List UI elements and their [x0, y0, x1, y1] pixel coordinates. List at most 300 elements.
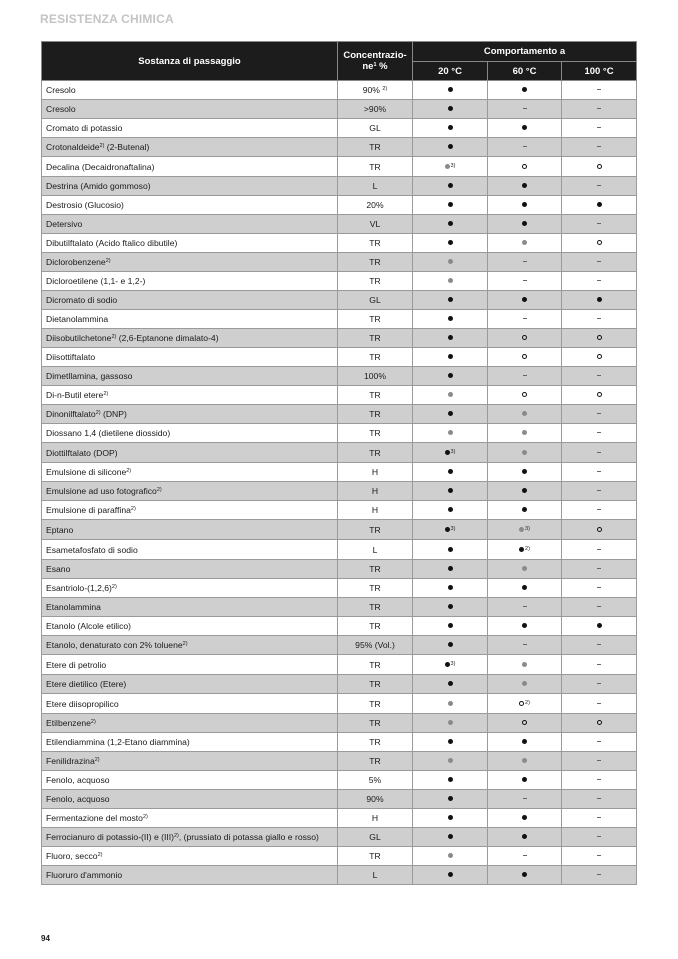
grey-dot-icon [448, 701, 453, 706]
substance-footnote: 2) [156, 487, 162, 493]
concentration-cell [338, 100, 413, 119]
rating-cell-temp-60 [488, 771, 562, 790]
filled-dot-icon [448, 681, 453, 686]
filled-dot-icon [448, 373, 453, 378]
open-circle-icon [597, 335, 602, 340]
substance-cell [42, 177, 338, 196]
rating-cell-temp-20 [413, 463, 488, 482]
rating-cell-temp-60 [488, 560, 562, 579]
filled-dot-icon [448, 144, 453, 149]
rating-cell-temp-100 [562, 253, 637, 272]
substance-name: Diisottiftalato [46, 352, 96, 362]
table-row [42, 866, 637, 885]
rating-footnote: 2) [525, 700, 530, 706]
open-circle-icon [597, 354, 602, 359]
concentration-cell [338, 714, 413, 733]
concentration-value: H [371, 486, 379, 496]
not-applicable-dash-icon [597, 432, 601, 433]
table-row [42, 579, 637, 598]
rating-cell-temp-60 [488, 790, 562, 809]
table-row [42, 310, 637, 329]
filled-dot-icon [522, 507, 527, 512]
grey-dot-icon [448, 720, 453, 725]
substance-cell [42, 253, 338, 272]
filled-dot-icon [522, 739, 527, 744]
rating-cell-temp-20 [413, 253, 488, 272]
concentration-cell [338, 675, 413, 694]
rating-cell-temp-100 [562, 138, 637, 157]
substance-cell [42, 348, 338, 367]
rating-cell-temp-20 [413, 215, 488, 234]
rating-cell-temp-60 [488, 386, 562, 405]
concentration-cell [338, 310, 413, 329]
concentration-cell [338, 234, 413, 253]
rating-cell-temp-20 [413, 329, 488, 348]
concentration-cell [338, 617, 413, 636]
substance-footnote: 2) [142, 814, 148, 820]
rating-cell-temp-60 [488, 520, 562, 540]
rating-cell-temp-60 [488, 272, 562, 291]
substance-cell [42, 310, 338, 329]
grey-dot-icon [522, 566, 527, 571]
concentration-value: TR [369, 602, 381, 612]
rating-cell-temp-20 [413, 234, 488, 253]
not-applicable-dash-icon [523, 375, 527, 376]
rating-cell-temp-20 [413, 540, 488, 560]
not-applicable-dash-icon [523, 606, 527, 607]
table-row [42, 424, 637, 443]
rating-cell-temp-20 [413, 771, 488, 790]
rating-cell-temp-100 [562, 157, 637, 177]
rating-cell-temp-100 [562, 714, 637, 733]
filled-dot-icon [522, 815, 527, 820]
table-row [42, 520, 637, 540]
concentration-value: 20% [366, 200, 384, 210]
not-applicable-dash-icon [597, 549, 601, 550]
substance-name: Cromato di potassio [46, 123, 123, 133]
grey-dot-icon [448, 430, 453, 435]
table-row [42, 405, 637, 424]
open-circle-icon [522, 392, 527, 397]
substance-footnote: 2) [111, 584, 117, 590]
not-applicable-dash-icon [597, 490, 601, 491]
not-applicable-dash-icon [523, 798, 527, 799]
not-applicable-dash-icon [597, 375, 601, 376]
substance-name: Fenolo, acquoso [46, 775, 110, 785]
concentration-cell [338, 81, 413, 100]
table-row [42, 540, 637, 560]
rating-cell-temp-100 [562, 828, 637, 847]
not-applicable-dash-icon [597, 452, 601, 453]
substance-cell [42, 329, 338, 348]
filled-dot-icon [448, 834, 453, 839]
concentration-value: TR [369, 238, 381, 248]
grey-dot-icon [448, 392, 453, 397]
substance-name: Cresolo [46, 85, 76, 95]
table-row [42, 463, 637, 482]
rating-cell-temp-20 [413, 560, 488, 579]
filled-dot-icon [522, 488, 527, 493]
rating-cell-temp-60 [488, 752, 562, 771]
table-row [42, 617, 637, 636]
filled-dot-icon [448, 547, 453, 552]
table-row [42, 196, 637, 215]
filled-dot-icon [448, 796, 453, 801]
rating-cell-temp-60 [488, 866, 562, 885]
not-applicable-dash-icon [597, 127, 601, 128]
substance-cell [42, 482, 338, 501]
concentration-cell [338, 138, 413, 157]
concentration-cell [338, 847, 413, 866]
header-substance: Sostanza di passaggio [42, 42, 338, 81]
rating-cell-temp-20 [413, 482, 488, 501]
rating-cell-temp-60 [488, 482, 562, 501]
concentration-value: TR [369, 718, 381, 728]
not-applicable-dash-icon [597, 108, 601, 109]
filled-dot-icon [448, 566, 453, 571]
rating-cell-temp-60 [488, 367, 562, 386]
concentration-value: 90% [362, 85, 380, 95]
table-row [42, 348, 637, 367]
substance-cell [42, 520, 338, 540]
filled-dot-icon [522, 202, 527, 207]
table-row [42, 443, 637, 463]
not-applicable-dash-icon [523, 146, 527, 147]
substance-cell [42, 866, 338, 885]
rating-cell-temp-100 [562, 81, 637, 100]
rating-cell-temp-20 [413, 579, 488, 598]
grey-dot-icon [522, 430, 527, 435]
not-applicable-dash-icon [523, 318, 527, 319]
rating-cell-temp-100 [562, 733, 637, 752]
concentration-cell [338, 828, 413, 847]
substance-name: Etilendiammina (1,2-Etano diammina) [46, 737, 190, 747]
table-row [42, 367, 637, 386]
rating-cell-temp-100 [562, 540, 637, 560]
rating-cell-temp-60 [488, 675, 562, 694]
filled-dot-icon [522, 469, 527, 474]
substance-name: Esametafosfato di sodio [46, 544, 138, 555]
substance-name-suffix: (DNP) [100, 409, 127, 419]
open-circle-icon [597, 720, 602, 725]
substance-cell [42, 828, 338, 847]
rating-cell-temp-60 [488, 501, 562, 520]
table-body [42, 81, 637, 885]
concentration-value: TR [369, 409, 381, 419]
concentration-cell [338, 733, 413, 752]
rating-cell-temp-20 [413, 177, 488, 196]
substance-footnote: 2) [174, 833, 179, 839]
substance-name: Di-n-Butil etere [46, 390, 104, 400]
header-behaviour: Comportamento a [413, 42, 637, 62]
table-row [42, 272, 637, 291]
concentration-value: L [372, 870, 378, 880]
substance-cell [42, 636, 338, 655]
substance-cell [42, 215, 338, 234]
not-applicable-dash-icon [597, 568, 601, 569]
page-number: 94 [41, 934, 50, 943]
rating-cell-temp-20 [413, 828, 488, 847]
table-row [42, 694, 637, 714]
concentration-value: TR [369, 698, 381, 709]
concentration-cell [338, 501, 413, 520]
concentration-cell [338, 272, 413, 291]
rating-cell-temp-100 [562, 771, 637, 790]
rating-cell-temp-100 [562, 443, 637, 463]
not-applicable-dash-icon [597, 683, 601, 684]
rating-cell-temp-100 [562, 119, 637, 138]
rating-cell-temp-20 [413, 424, 488, 443]
open-circle-icon [522, 720, 527, 725]
substance-cell [42, 463, 338, 482]
rating-cell-temp-60 [488, 348, 562, 367]
table-row [42, 675, 637, 694]
filled-dot-icon [448, 183, 453, 188]
header-concentration [338, 42, 413, 81]
substance-name: Diottilftalato (DOP) [46, 447, 118, 458]
substance-cell [42, 138, 338, 157]
substance-cell [42, 81, 338, 100]
concentration-cell [338, 540, 413, 560]
rating-cell-temp-60 [488, 598, 562, 617]
header-concentration-line2: ne [362, 61, 374, 72]
rating-cell-temp-100 [562, 501, 637, 520]
not-applicable-dash-icon [597, 779, 601, 780]
filled-dot-icon [448, 815, 453, 820]
table-row [42, 81, 637, 100]
substance-cell [42, 424, 338, 443]
filled-dot-icon [522, 872, 527, 877]
filled-dot-icon [448, 125, 453, 130]
chemical-resistance-table [41, 41, 637, 885]
substance-cell [42, 272, 338, 291]
substance-cell [42, 501, 338, 520]
rating-cell-temp-60 [488, 714, 562, 733]
not-applicable-dash-icon [597, 146, 601, 147]
table-row [42, 655, 637, 675]
rating-cell-temp-100 [562, 367, 637, 386]
rating-cell-temp-100 [562, 636, 637, 655]
open-circle-icon [522, 164, 527, 169]
substance-cell [42, 847, 338, 866]
rating-cell-temp-100 [562, 348, 637, 367]
substance-footnote: 2) [182, 641, 188, 647]
rating-cell-temp-100 [562, 520, 637, 540]
not-applicable-dash-icon [597, 703, 601, 704]
concentration-cell [338, 463, 413, 482]
concentration-value: TR [369, 621, 381, 631]
not-applicable-dash-icon [523, 644, 527, 645]
rating-cell-temp-60 [488, 847, 562, 866]
rating-footnote: 3) [450, 661, 456, 667]
rating-cell-temp-60 [488, 655, 562, 675]
header-concentration-footnote: 1 [373, 62, 377, 68]
substance-name: Decalina (Decaidronaftalina) [46, 161, 155, 172]
concentration-value: 5% [368, 775, 382, 785]
rating-cell-temp-20 [413, 196, 488, 215]
table-row [42, 598, 637, 617]
filled-dot-icon [448, 106, 453, 111]
rating-cell-temp-60 [488, 291, 562, 310]
substance-name: Etilbenzene [46, 718, 91, 728]
concentration-cell [338, 405, 413, 424]
concentration-value: TR [369, 161, 381, 172]
rating-cell-temp-100 [562, 424, 637, 443]
grey-dot-icon [519, 527, 524, 532]
not-applicable-dash-icon [597, 664, 601, 665]
concentration-value: 90% [366, 794, 384, 804]
table-row [42, 733, 637, 752]
rating-footnote: 2) [525, 546, 530, 552]
substance-footnote: 2) [111, 334, 117, 340]
substance-name: Cresolo [46, 104, 76, 114]
table-row [42, 291, 637, 310]
rating-cell-temp-60 [488, 177, 562, 196]
substance-name: Etanolo (Alcole etilico) [46, 621, 132, 631]
substance-footnote: 2) [95, 410, 101, 416]
concentration-value: TR [369, 333, 381, 343]
substance-name: Eptano [46, 524, 74, 535]
concentration-cell [338, 424, 413, 443]
filled-dot-icon [445, 662, 450, 667]
rating-cell-temp-60 [488, 215, 562, 234]
concentration-cell [338, 177, 413, 196]
substance-footnote: 2) [130, 506, 136, 512]
concentration-value: >90% [363, 104, 387, 114]
table-row [42, 100, 637, 119]
concentration-value: H [371, 467, 379, 477]
substance-name: Dicromato di sodio [46, 295, 118, 305]
rating-cell-temp-100 [562, 655, 637, 675]
concentration-value: TR [369, 142, 381, 152]
rating-footnote: 3) [450, 526, 456, 532]
rating-cell-temp-60 [488, 329, 562, 348]
concentration-cell [338, 291, 413, 310]
table-row [42, 215, 637, 234]
grey-dot-icon [448, 853, 453, 858]
substance-name: Fenilidrazina [46, 756, 95, 766]
concentration-value: GL [369, 832, 381, 842]
filled-dot-icon [522, 834, 527, 839]
not-applicable-dash-icon [597, 760, 601, 761]
filled-dot-icon [448, 623, 453, 628]
substance-cell [42, 291, 338, 310]
filled-dot-icon [448, 872, 453, 877]
rating-cell-temp-60 [488, 424, 562, 443]
grey-dot-icon [522, 240, 527, 245]
rating-cell-temp-60 [488, 234, 562, 253]
concentration-cell [338, 866, 413, 885]
rating-cell-temp-100 [562, 752, 637, 771]
rating-cell-temp-60 [488, 405, 562, 424]
concentration-value: TR [369, 352, 381, 362]
substance-cell [42, 386, 338, 405]
substance-cell [42, 443, 338, 463]
concentration-cell [338, 579, 413, 598]
table-row [42, 714, 637, 733]
substance-name: Fermentazione del mosto [46, 813, 143, 823]
grey-dot-icon [522, 411, 527, 416]
filled-dot-icon [522, 87, 527, 92]
open-circle-icon [522, 335, 527, 340]
open-circle-icon [597, 164, 602, 169]
filled-dot-icon [448, 739, 453, 744]
concentration-cell [338, 694, 413, 714]
substance-name: Ferrocianuro di potassio-(II) e (III) [46, 832, 174, 842]
table-row [42, 157, 637, 177]
rating-cell-temp-20 [413, 310, 488, 329]
rating-cell-temp-20 [413, 157, 488, 177]
not-applicable-dash-icon [597, 817, 601, 818]
header-concentration-line1: Concentrazio- [343, 50, 407, 61]
filled-dot-icon [448, 604, 453, 609]
rating-cell-temp-60 [488, 694, 562, 714]
concentration-value: TR [369, 659, 381, 670]
substance-name: Etere dietilico (Etere) [46, 679, 127, 689]
substance-cell [42, 771, 338, 790]
filled-dot-icon [448, 335, 453, 340]
substance-cell [42, 655, 338, 675]
grey-dot-icon [448, 259, 453, 264]
not-applicable-dash-icon [597, 413, 601, 414]
concentration-value: TR [369, 583, 381, 593]
rating-cell-temp-20 [413, 752, 488, 771]
substance-name: Diisobutilchetone [46, 333, 112, 343]
substance-name: Destrina (Amido gommoso) [46, 181, 151, 191]
rating-cell-temp-60 [488, 617, 562, 636]
rating-cell-temp-60 [488, 196, 562, 215]
table-row [42, 771, 637, 790]
substance-name: Diossano 1,4 (dietilene diossido) [46, 428, 171, 438]
rating-cell-temp-60 [488, 828, 562, 847]
filled-dot-icon [597, 623, 602, 628]
filled-dot-icon [597, 297, 602, 302]
substance-footnote: 2) [94, 757, 100, 763]
filled-dot-icon [522, 183, 527, 188]
substance-footnote: 2) [103, 391, 109, 397]
not-applicable-dash-icon [597, 855, 601, 856]
concentration-value: L [372, 181, 378, 191]
substance-name: Etere diisopropilico [46, 698, 119, 709]
rating-footnote: 3) [450, 163, 456, 169]
substance-cell [42, 119, 338, 138]
substance-name: Dimetllamina, gassoso [46, 371, 133, 381]
rating-cell-temp-100 [562, 329, 637, 348]
concentration-cell [338, 367, 413, 386]
not-applicable-dash-icon [597, 471, 601, 472]
rating-cell-temp-100 [562, 272, 637, 291]
not-applicable-dash-icon [597, 318, 601, 319]
not-applicable-dash-icon [597, 509, 601, 510]
table-row [42, 177, 637, 196]
concentration-value: TR [369, 276, 381, 286]
rating-cell-temp-100 [562, 310, 637, 329]
grey-dot-icon [448, 278, 453, 283]
concentration-value: TR [369, 524, 381, 535]
concentration-value: H [371, 813, 379, 823]
rating-cell-temp-60 [488, 636, 562, 655]
not-applicable-dash-icon [523, 108, 527, 109]
rating-cell-temp-20 [413, 655, 488, 675]
substance-cell [42, 733, 338, 752]
substance-cell [42, 234, 338, 253]
concentration-value: TR [369, 314, 381, 324]
rating-cell-temp-60 [488, 81, 562, 100]
rating-cell-temp-20 [413, 809, 488, 828]
rating-cell-temp-20 [413, 598, 488, 617]
rating-cell-temp-20 [413, 520, 488, 540]
rating-cell-temp-100 [562, 291, 637, 310]
